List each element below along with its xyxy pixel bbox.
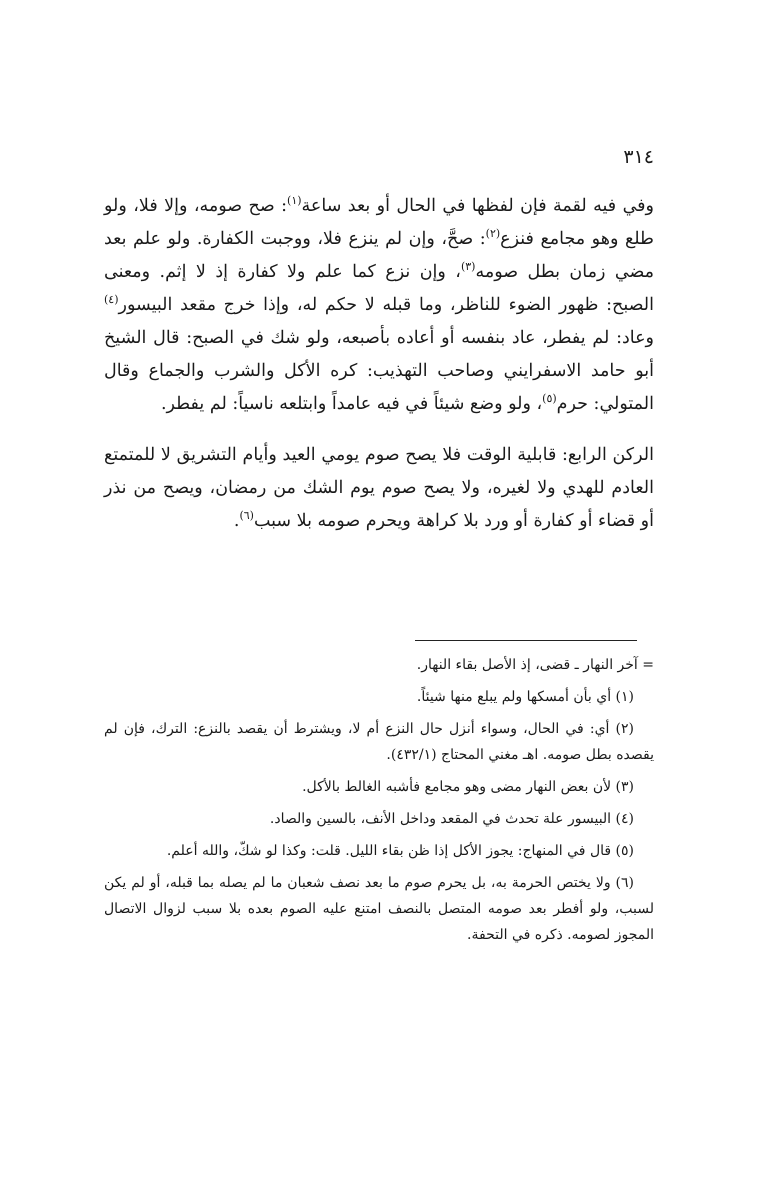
- text-segment: وفي فيه لقمة فإن لفظها في الحال أو بعد ساعة: [301, 196, 654, 216]
- main-paragraph-2: [104, 439, 654, 538]
- footnote-4: (٤) البيسور علة تحدث في المقعد وداخل الأنف، بالسين والصاد.: [269, 811, 634, 827]
- footnote-2: (٢) أي: في الحال، وسواء أنزل حال النزع أم لا، ويشترط أن يقصد بالنزع: الترك، فإن لم يقصده بطل صومه. اهـ مغني المحتاج (٤٣٢/١).: [104, 721, 654, 763]
- text-segment: .: [233, 511, 240, 531]
- text-segment: ، ولو وضع شيئاً في فيه عامداً وابتلعه ناسياً: لم يفطر.: [160, 394, 543, 414]
- footnotes: [104, 652, 654, 954]
- text-segment: ، وإن نزع كما علم ولا كفارة إذ لا إثم. ومعنى الصبح: ظهور الضوء للناظر، وما قبله لا حكم له، وإذا خرج مقعد البيسور: [104, 262, 654, 315]
- footnote-1: (١) أي بأن أمسكها ولم يبلع منها شيئاً.: [416, 689, 634, 705]
- text-segment: وعاد: لم يفطر، عاد بنفسه أو أعاده بأصبعه، ولو شك في الصبح: قال الشيخ أبو حامد الاسفرايني وصاحب التهذيب: كره الأكل والشرب والجماع وقال المتولي: حرم: [104, 328, 654, 414]
- text-segment: : صحَّ، وإن لم ينزع فلا، ووجبت الكفارة. ولو علم بعد مضي زمان بطل صومه: [104, 229, 654, 282]
- text-segment: : صح صومه، وإلا فلا، ولو طلع وهو مجامع فنزع: [104, 196, 654, 249]
- main-text: [104, 190, 654, 538]
- footnote-5: (٥) قال في المنهاج: يجوز الأكل إذا ظن بقاء الليل. قلت: وكذا لو شكّ، والله أعلم.: [166, 843, 634, 859]
- footnote-ref-4: (٤): [104, 293, 119, 307]
- text-segment: الركن الرابع: قابلية الوقت فلا يصح صوم يومي العيد وأيام التشريق لا للمتمتع العادم للهدي ولا لغيره، ولا يصح صوم يوم الشك من رمضان، ويصح من نذر أو قضاء أو كفارة أو ورد بلا كراهة ويحرم صومه بلا سبب: [104, 445, 654, 531]
- footnote-ref-5: (٥): [542, 392, 557, 406]
- footnote-continuation: = آخر النهار ـ قضى، إذ الأصل بقاء النهار.: [416, 657, 654, 673]
- footnote-ref-2: (٢): [485, 227, 501, 241]
- footnote-ref-1: (١): [287, 194, 302, 208]
- footnote-ref-6: (٦): [239, 509, 254, 523]
- main-paragraph-1: [104, 190, 654, 421]
- footnote-separator: [415, 640, 637, 641]
- footnote-3: (٣) لأن بعض النهار مضى وهو مجامع فأشبه الغالط بالأكل.: [302, 779, 634, 795]
- footnote-ref-3: (٣): [460, 260, 476, 274]
- footnote-6: (٦) ولا يختص الحرمة به، بل يحرم صوم ما بعد نصف شعبان ما لم يصله بما قبله، أو لم يكن لسبب، ولو أفطر بعد صومه المتصل بالنصف امتنع عليه الصوم بعده بلا سبب لزوال الاتصال المجوز لصومه. ذكره في التحفة.: [104, 875, 654, 943]
- page-number: ٣١٤: [623, 146, 654, 168]
